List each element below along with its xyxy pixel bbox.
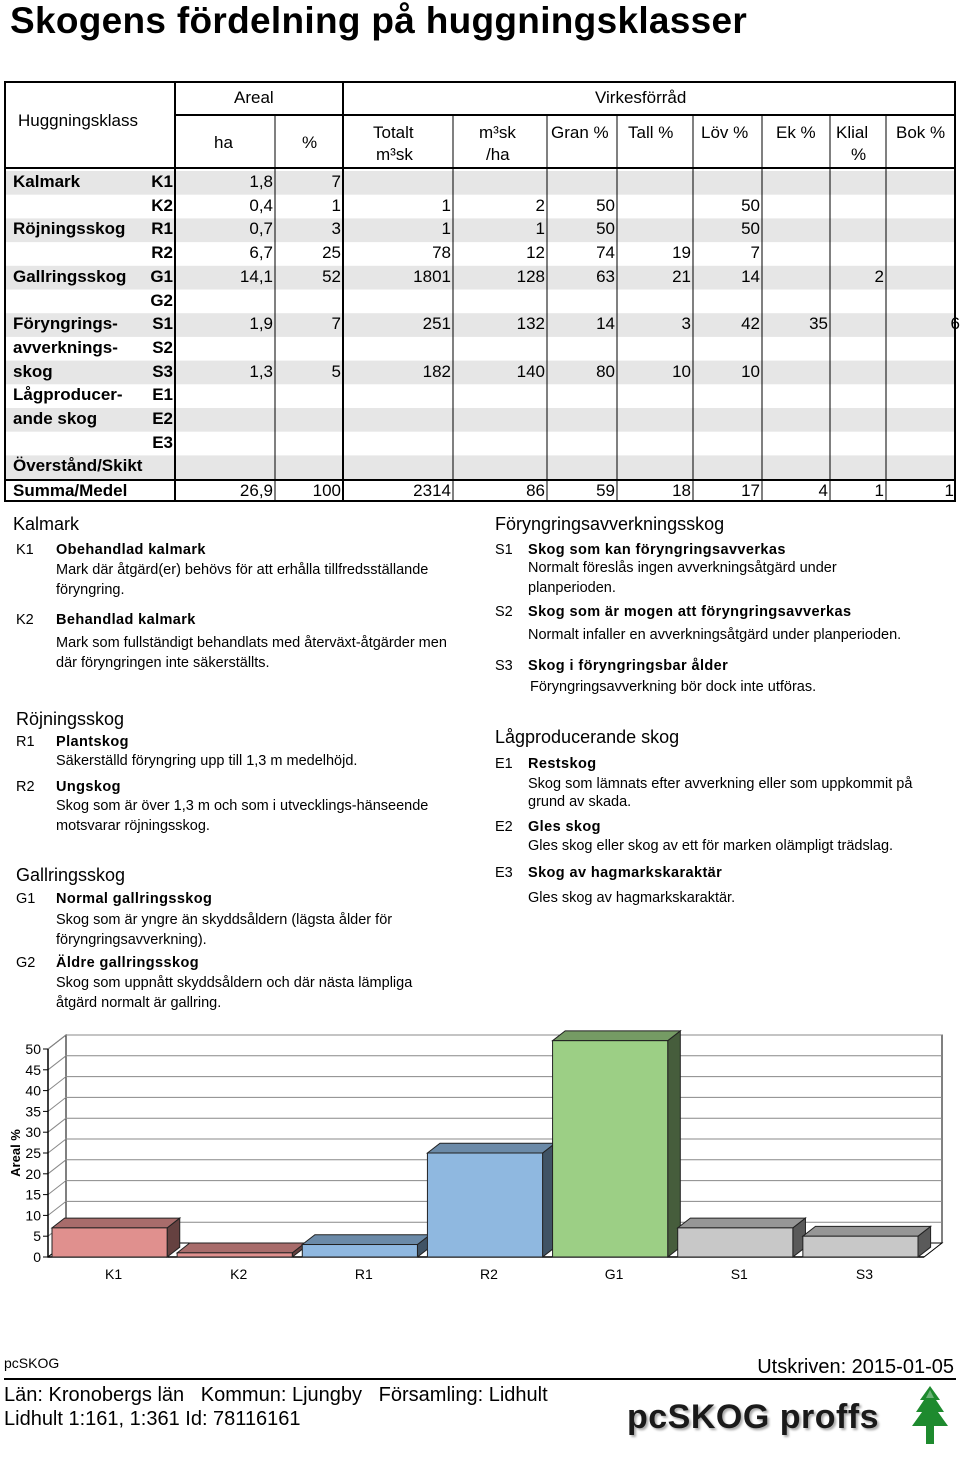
cell-lov: 42: [741, 314, 760, 334]
r1-name: Plantskog: [56, 734, 129, 750]
cell-lov: 50: [741, 219, 760, 239]
cell-tot: 251: [422, 314, 451, 334]
footer-location: Län: Kronobergs län Kommun: Ljungby Församling: Lidhult: [4, 1384, 548, 1406]
row-code: E2: [152, 409, 173, 428]
s2-code: S2: [495, 604, 513, 620]
header-bok: Bok %: [896, 123, 946, 142]
sum-tot: 2314: [413, 481, 451, 500]
r1-code: R1: [16, 734, 35, 750]
e1-code: E1: [495, 756, 513, 772]
r1-text-1: Säkerställd föryngring upp till 1,3 m medelhöjd.: [56, 753, 358, 769]
g2-name: Äldre gallringsskog: [56, 955, 199, 971]
x-tick-label: S3: [855, 1266, 873, 1282]
g1-name: Normal gallringsskog: [56, 891, 213, 907]
cell-tall: 10: [672, 361, 691, 381]
k2-code: K2: [16, 612, 34, 628]
cell-bok: 6: [950, 314, 960, 334]
cell-tall: 3: [681, 314, 691, 334]
row-group-label: skog: [13, 361, 53, 381]
cell-klial: 2: [874, 266, 884, 286]
y-tick-label: 45: [25, 1061, 41, 1078]
cell-msk: 1: [535, 219, 545, 239]
bar-top-R2: [427, 1143, 555, 1153]
cell-tot: 1: [441, 195, 451, 215]
x-tick-label: R1: [354, 1266, 373, 1282]
e2-code: E2: [495, 819, 513, 835]
r2-name: Ungskog: [56, 779, 121, 795]
k2-text-2: där föryngringen inte säkerställts.: [56, 655, 270, 671]
y-tick-label: 25: [25, 1145, 41, 1161]
g2-text-2: åtgärd normalt är gallring.: [56, 995, 222, 1011]
row-code: E1: [152, 385, 173, 405]
row-code: S2: [152, 337, 173, 357]
row-group-label: Kalmark: [13, 172, 81, 191]
sum-klial: 1: [874, 481, 884, 500]
k2-name: Behandlad kalmark: [56, 612, 196, 628]
k1-name: Obehandlad kalmark: [56, 542, 206, 558]
cell-msk: 128: [516, 266, 545, 286]
cell-tot: 78: [432, 243, 451, 263]
e1-name: Restskog: [528, 756, 597, 772]
cell-ha: 0,7: [249, 219, 273, 239]
s3-text-1: Föryngringsavverkning bör dock inte utföras.: [530, 679, 817, 695]
cell-pct: 7: [331, 172, 341, 191]
bar-K1: [52, 1228, 167, 1257]
header-pct: %: [302, 133, 318, 152]
sum-bok: 1: [944, 481, 954, 500]
header-areal: Areal: [234, 88, 274, 107]
header-gran: Gran %: [551, 123, 609, 142]
bar-top-G1: [553, 1031, 681, 1041]
x-tick-label: K2: [230, 1266, 248, 1282]
sum-msk: 86: [526, 481, 545, 500]
sum-ha: 26,9: [239, 481, 273, 500]
s2-name: Skog som är mogen att föryngringsavverkas: [528, 604, 852, 620]
header-tall: Tall %: [628, 123, 674, 142]
row-group-label: Gallringsskog: [13, 266, 127, 286]
header-msk: m³sk: [479, 123, 516, 142]
y-tick-label: 30: [25, 1124, 41, 1141]
cell-gran: 74: [596, 243, 615, 263]
sum-pct: 100: [312, 481, 341, 500]
header-ha: ha: [214, 133, 233, 152]
e1-text-1: Skog som lämnats efter avverkning eller som uppkommit på: [528, 776, 913, 792]
row-code: S3: [152, 361, 173, 381]
g1-code: G1: [16, 891, 36, 907]
x-tick-label: K1: [105, 1266, 123, 1282]
cell-tot: 1801: [413, 266, 451, 286]
cell-tall: 19: [672, 243, 691, 263]
footer-divider: [4, 1378, 956, 1380]
cell-ha: 0,4: [249, 195, 273, 215]
row-code: R1: [151, 219, 173, 239]
sum-gran: 59: [596, 481, 615, 500]
footer-property: Lidhult 1:161, 1:361 Id: 78116161: [4, 1408, 301, 1430]
k1-text-2: föryngring.: [56, 582, 125, 598]
areal-bar-chart: [0, 1025, 960, 1295]
header-totalt: Totalt: [373, 123, 414, 142]
g1-text-2: föryngringsavverkning).: [56, 932, 207, 948]
cell-ha: 1,8: [249, 172, 273, 191]
bar-top-S1: [678, 1218, 806, 1228]
s2-text-1: Normalt infaller en avverkningsåtgärd under planperioden.: [528, 627, 902, 643]
s1-text-2: planperioden.: [528, 580, 616, 596]
e3-code: E3: [495, 865, 513, 881]
tree-logo-icon: [910, 1386, 950, 1446]
cell-pct: 7: [331, 314, 341, 334]
footer-logo-text: pcSKOG proffs: [627, 1398, 880, 1436]
cell-lov: 10: [741, 361, 760, 381]
bar-S1: [678, 1228, 793, 1257]
cell-msk: 12: [526, 243, 545, 263]
cell-tot: 182: [422, 361, 451, 381]
row-code: G2: [150, 290, 173, 310]
bar-K2: [177, 1253, 292, 1257]
y-axis-label: Areal %: [8, 1129, 23, 1177]
bar-top-K1: [52, 1218, 180, 1228]
y-tick-label: 5: [33, 1228, 41, 1245]
y-tick-label: 10: [25, 1207, 41, 1224]
header-ek: Ek %: [776, 123, 816, 142]
cell-ha: 14,1: [239, 266, 273, 286]
bar-G1: [553, 1041, 668, 1257]
cell-msk: 132: [516, 314, 545, 334]
row-code: K1: [151, 172, 173, 191]
row-group-label: Röjningsskog: [13, 219, 126, 239]
bar-top-S3: [803, 1226, 931, 1236]
cell-gran: 14: [596, 314, 615, 334]
cell-lov: 7: [750, 243, 760, 263]
e2-name: Gles skog: [528, 819, 601, 835]
sum-ek: 4: [818, 481, 828, 500]
s3-name: Skog i föryngringsbar ålder: [528, 658, 729, 674]
s1-code: S1: [495, 542, 513, 558]
bar-S3: [803, 1236, 918, 1257]
cell-lov: 14: [741, 266, 760, 286]
row-code: G1: [150, 266, 173, 286]
row-group-label: Föryngrings-: [13, 314, 118, 334]
header-lov: Löv %: [701, 123, 749, 142]
cell-pct: 52: [322, 266, 341, 286]
k1-text-1: Mark där åtgärd(er) behövs för att erhålla tillfredsställande: [56, 562, 429, 578]
cell-gran: 50: [596, 195, 615, 215]
bar-R2: [427, 1153, 542, 1257]
sum-lov: 17: [741, 481, 760, 500]
bar-R1: [302, 1245, 417, 1257]
cell-gran: 63: [596, 266, 615, 286]
rojning-heading: Röjningsskog: [16, 709, 125, 729]
s1-text-1: Normalt föreslås ingen avverkningsåtgärd under: [528, 560, 837, 576]
row-group-label: Överstånd/Skikt: [13, 456, 143, 476]
cell-tot: 1: [441, 219, 451, 239]
r2-code: R2: [16, 779, 35, 795]
cell-gran: 50: [596, 219, 615, 239]
row-code: K2: [151, 195, 173, 215]
row-group-label: avverknings-: [13, 337, 118, 357]
sum-tall: 18: [672, 481, 691, 500]
r2-text-2: motsvarar röjningsskog.: [56, 818, 210, 834]
bar-top-R1: [302, 1235, 430, 1245]
cell-pct: 25: [322, 243, 341, 263]
row-group-label: Lågproducer-: [13, 385, 123, 405]
e1-text-2: grund av skada.: [528, 794, 632, 810]
e2-text-1: Gles skog eller skog av ett för marken olämpligt trädslag.: [528, 838, 894, 854]
e3-text-1: Gles skog av hagmarkskaraktär.: [528, 890, 736, 906]
sum-label: Summa/Medel: [13, 481, 128, 500]
gallring-heading: Gallringsskog: [16, 865, 126, 885]
cell-msk: 2: [535, 195, 545, 215]
header-msk-unit: /ha: [486, 145, 510, 164]
header-klial-unit: %: [851, 145, 867, 164]
row-group-label: ande skog: [13, 409, 98, 428]
k1-code: K1: [16, 542, 34, 558]
cell-pct: 5: [331, 361, 341, 381]
y-tick-label: 0: [33, 1249, 41, 1265]
g2-text-1: Skog som uppnått skyddsåldern och där nästa lämpliga: [56, 975, 413, 991]
cell-pct: 3: [331, 219, 341, 239]
cell-ha: 6,7: [249, 243, 273, 263]
cell-gran: 80: [596, 361, 615, 381]
header-huggningsklass: Huggningsklass: [18, 111, 139, 130]
bar-side-G1: [668, 1031, 681, 1257]
page-title: Skogens fördelning på huggningsklasser: [10, 0, 748, 41]
s3-code: S3: [495, 658, 513, 674]
k2-text-1: Mark som fullständigt behandlats med återväxt-åtgärder men: [56, 635, 447, 651]
header-totalt-unit: m³sk: [376, 145, 413, 164]
header-klial: Klial: [836, 123, 869, 142]
cell-lov: 50: [741, 195, 760, 215]
cell-ek: 35: [809, 314, 828, 334]
kalmark-heading: Kalmark: [13, 514, 80, 534]
cell-msk: 140: [516, 361, 545, 381]
g1-text-1: Skog som är yngre än skyddsåldern (lägsta ålder för: [56, 912, 393, 928]
footer-printed-date: Utskriven: 2015-01-05: [757, 1356, 954, 1378]
cell-ha: 1,3: [249, 361, 273, 381]
r2-text-1: Skog som är över 1,3 m och som i utvecklings-hänseende: [56, 798, 429, 814]
header-virkesforrad: Virkesförråd: [595, 88, 687, 107]
cell-tall: 21: [672, 266, 691, 286]
y-tick-label: 35: [25, 1103, 41, 1120]
row-code: S1: [152, 314, 173, 334]
footer-brand-small: pcSKOG: [4, 1355, 60, 1371]
x-tick-label: R2: [480, 1266, 498, 1282]
row-code: E3: [152, 432, 173, 452]
foryngring-heading: Föryngringsavverkningsskog: [495, 514, 725, 534]
cell-pct: 1: [331, 195, 341, 215]
row-code: R2: [151, 243, 173, 263]
s1-name: Skog som kan föryngringsavverkas: [528, 542, 786, 558]
x-tick-label: S1: [730, 1266, 748, 1282]
lagprod-heading: Lågproducerande skog: [495, 727, 680, 747]
y-tick-label: 20: [25, 1165, 41, 1182]
bar-top-K2: [177, 1243, 305, 1253]
cell-ha: 1,9: [249, 314, 273, 334]
x-tick-label: G1: [604, 1266, 624, 1282]
g2-code: G2: [16, 955, 36, 971]
y-tick-label: 50: [25, 1041, 41, 1057]
row-stripe: [6, 455, 954, 479]
y-tick-label: 40: [25, 1082, 41, 1099]
y-tick-label: 15: [25, 1186, 41, 1203]
e3-name: Skog av hagmarkskaraktär: [528, 865, 723, 881]
